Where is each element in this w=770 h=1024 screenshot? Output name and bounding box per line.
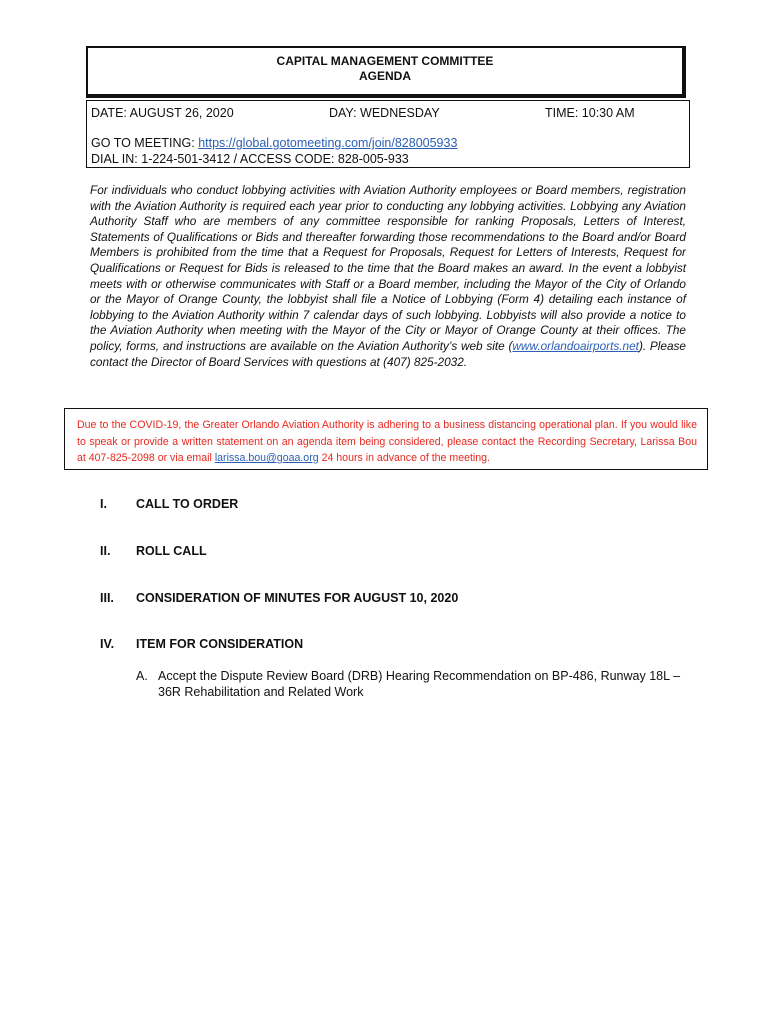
committee-title: CAPITAL MANAGEMENT COMMITTEE bbox=[276, 54, 494, 68]
agenda-item-label: ITEM FOR CONSIDERATION bbox=[136, 637, 304, 651]
agenda-item-label: CONSIDERATION OF MINUTES FOR AUGUST 10, 2020 bbox=[136, 591, 459, 605]
covid-text-after: 24 hours in advance of the meeting. bbox=[318, 452, 491, 464]
meeting-info-box bbox=[86, 100, 690, 168]
agenda-subtitle: AGENDA bbox=[358, 69, 411, 83]
agenda-item-label: ROLL CALL bbox=[136, 544, 207, 558]
header-box bbox=[86, 46, 686, 98]
lobbying-text-after: ). Please contact the Director of Board Services with questions at (407) 825-2032. bbox=[90, 338, 686, 369]
sub-item-text: Accept the Dispute Review Board (DRB) Hearing Recommendation on BP-486, Runway 18L – 36R Rehabilitation and Related Work bbox=[158, 669, 681, 699]
secretary-email-link[interactable]: larissa.bou@goaa.org bbox=[214, 452, 319, 464]
meeting-day: DAY: WEDNESDAY bbox=[329, 106, 440, 120]
covid-notice-box bbox=[64, 408, 708, 470]
goto-meeting-line bbox=[91, 136, 457, 150]
agenda-item-number: IV. bbox=[100, 637, 115, 651]
agenda-item-number: I. bbox=[100, 497, 107, 511]
agenda-item-number: III. bbox=[100, 591, 114, 605]
meeting-date-row bbox=[91, 106, 689, 122]
lobbying-notice bbox=[90, 183, 686, 370]
covid-text-before: Due to the COVID-19, the Greater Orlando Aviation Authority is adhering to a business distancing operational plan. If you would like to speak or provide a written statement on an agenda item being considered, please contact the Recording Secretary, Larissa Bou at 407-825-2098 or via email bbox=[77, 419, 697, 464]
lobbying-text-before: For individuals who conduct lobbying activities with Aviation Authority employees or Board members, registration with the Aviation Authority is required each year prior to conducting any lobbying activities. Lobbying any Aviation Authority Staff who are members of any committee responsible for ranking Proposals, Letters of Interest, Statements of Qualifications or Bids and thereafter forwarding those recommendations to the Board and/or Board Members is prohibited from the time that a Request for Proposals, Request for Letters of Interests, Request for Qualifications or Request for Bids is released to the time that the Board makes an award. In the event a lobbyist meets with or otherwise communicates with Staff or a Board member, including the Mayor of the City of Orlando or the Mayor of Orange County, the lobbyist shall file a Notice of Lobbying (Form 4) detailing each instance of lobbying to the Aviation Authority within 7 calendar days of such lobbying. Lobbyists will also provide a notice to the Aviation Authority when meeting with the Mayor of the City or Mayor of Orange County at their offices. The policy, forms, and instructions are available on the Aviation Authority’s web site ( bbox=[90, 183, 686, 353]
goto-meeting-label: GO TO MEETING: bbox=[91, 136, 199, 150]
goto-meeting-link[interactable]: https://global.gotomeeting.com/join/828005933 bbox=[198, 136, 458, 150]
sub-item-letter: A. bbox=[136, 669, 148, 683]
dial-in-line: DIAL IN: 1-224-501-3412 / ACCESS CODE: 828-005-933 bbox=[91, 152, 409, 166]
meeting-time: TIME: 10:30 AM bbox=[545, 106, 635, 120]
orlando-airports-link[interactable]: www.orlandoairports.net bbox=[512, 338, 639, 353]
meeting-date: DATE: AUGUST 26, 2020 bbox=[91, 106, 234, 120]
agenda-item-label: CALL TO ORDER bbox=[136, 497, 239, 511]
agenda-item-number: II. bbox=[100, 544, 111, 558]
